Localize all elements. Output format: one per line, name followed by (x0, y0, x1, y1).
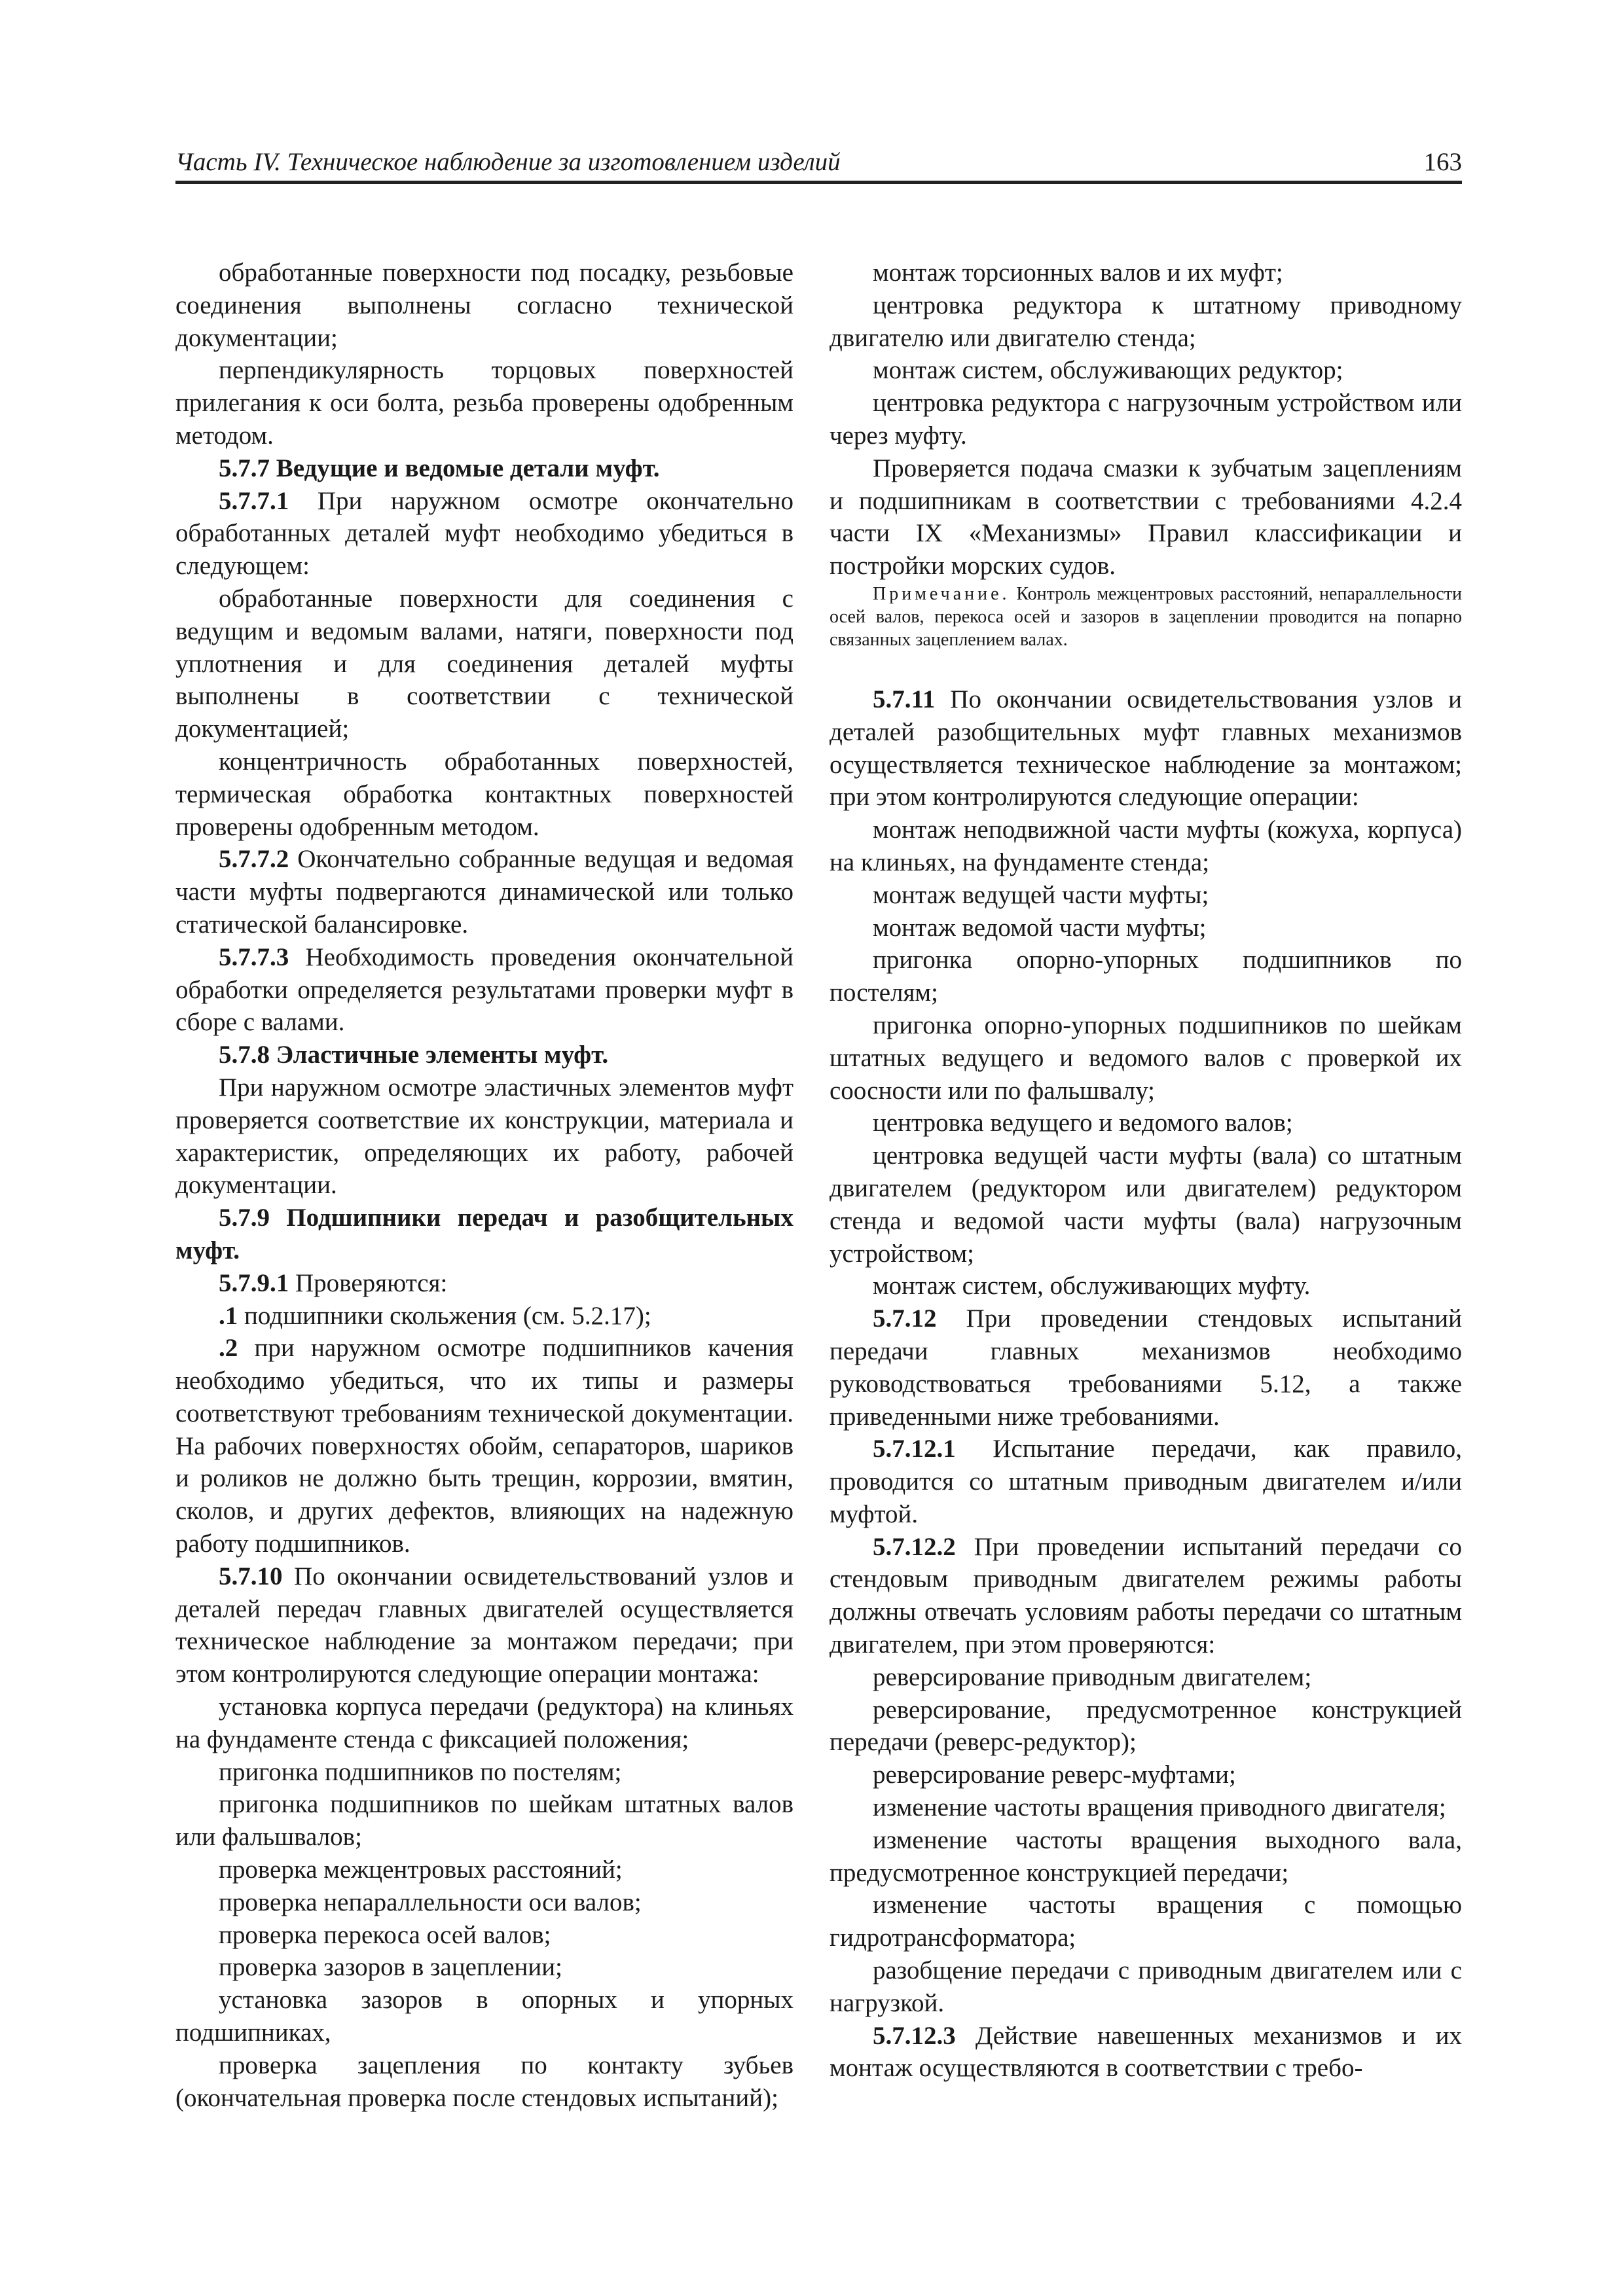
paragraph-text: Действие навешенных механизмов и их монтаж осуществляются в соответствии с требо- (830, 2021, 1462, 2083)
paragraph-text: монтаж торсионных валов и их муфт; (873, 259, 1283, 287)
paragraph-text: центровка ведущего и ведомого валов; (873, 1109, 1293, 1138)
paragraph (175, 1039, 793, 1071)
paragraph (830, 354, 1462, 387)
paragraph-text: Проверяются: (289, 1268, 448, 1297)
paragraph (830, 1661, 1462, 1694)
paragraph-text: Испытание передачи, как правило, проводится со штатным приводным двигателем и/или муфтой. (830, 1435, 1462, 1528)
paragraph-text: установка зазоров в опорных и упорных подшипниках, (175, 1986, 793, 2047)
right-column (830, 257, 1462, 2085)
paragraph (830, 1889, 1462, 1954)
paragraph-text: установка корпуса передачи (редуктора) на клиньях на фундаменте стенда с фиксацией положения; (175, 1693, 793, 1753)
paragraph (830, 1009, 1462, 1107)
section-number: .1 (219, 1301, 238, 1330)
paragraph-text: По окончании освидетельствований узлов и деталей передач главных двигателей осуществляется техническое наблюдение за монтажом передачи; при этом контролируются следующие операции монтажа: (175, 1562, 793, 1689)
paragraph (830, 912, 1462, 944)
paragraph (830, 2020, 1462, 2085)
paragraph-text: изменение частоты вращения с помощью гидротрансформатора; (830, 1891, 1462, 1952)
paragraph (175, 1788, 793, 1854)
paragraph-text: проверка межцентровых расстояний; (219, 1856, 623, 1884)
note-text: Контроль межцентровых расстояний, непараллельности осей валов, перекоса осей и зазоров в зацеплении проводится на попарно связанных зацеплением валах. (830, 583, 1462, 650)
paragraph (830, 1954, 1462, 2020)
paragraph-text: изменение частоты вращения приводного двигателя; (873, 1793, 1446, 1822)
paragraph (175, 257, 793, 354)
paragraph (830, 1433, 1462, 1530)
paragraph (830, 814, 1462, 879)
section-number: 5.7.9.1 (219, 1268, 289, 1297)
paragraph (175, 2049, 793, 2115)
paragraph (175, 1951, 793, 1984)
paragraph-text: пригонка опорно-упорных подшипников по шейкам штатных ведущего и ведомого валов с проверкой их соосности или по фальшвалу; (830, 1011, 1462, 1105)
paragraph (175, 1886, 793, 1919)
paragraph (175, 354, 793, 452)
paragraph-text: изменение частоты вращения выходного вала, предусмотренное конструкцией передачи; (830, 1825, 1462, 1887)
paragraph-text: реверсирование реверс-муфтами; (873, 1761, 1236, 1789)
paragraph (175, 1919, 793, 1952)
paragraph-text: Проверяется подача смазки к зубчатым зацеплениям и подшипникам в соответствии с требованиями 4.2.4 части IX «Механизмы» Правил классификации и постройки морских судов. (830, 454, 1462, 581)
running-header (175, 145, 1462, 184)
paragraph-text: реверсирование, предусмотренное конструкцией передачи (реверс-редуктор); (830, 1695, 1462, 1757)
paragraph (830, 387, 1462, 452)
paragraph (175, 1560, 793, 1691)
paragraph (175, 941, 793, 1039)
note-label: Примечание. (873, 583, 1010, 604)
section-number: 5.7.7.1 (219, 486, 289, 515)
paragraph-text: монтаж систем, обслуживающих муфту. (873, 1272, 1311, 1300)
paragraph-text: монтаж ведомой части муфты; (873, 913, 1207, 942)
paragraph (830, 944, 1462, 1009)
section-number: 5.7.12 (873, 1304, 937, 1333)
section-number: 5.7.9 Подшипники передач и разобщительных муфт. (175, 1204, 793, 1265)
paragraph (175, 583, 793, 745)
paragraph-text: подшипники скольжения (см. 5.2.17); (238, 1301, 651, 1330)
paragraph (830, 1531, 1462, 1661)
paragraph (830, 1791, 1462, 1824)
paragraph-text: пригонка опорно-упорных подшипников по постелям; (830, 946, 1462, 1007)
section-number: .2 (219, 1334, 238, 1363)
paragraph-text: обработанные поверхности для соединения с ведущим и ведомым валами, натяги, поверхности под уплотнения и для соединения деталей муфты выполнены в соответствии с технической документацией; (175, 584, 793, 744)
paragraph-text: центровка редуктора к штатному приводному двигателю или двигателю стенда; (830, 291, 1462, 352)
paragraph (175, 1984, 793, 2049)
section-number: 5.7.12.2 (873, 1532, 956, 1561)
page-number: 163 (1423, 148, 1462, 176)
paragraph (175, 1332, 793, 1560)
section-number: 5.7.12.1 (873, 1435, 956, 1463)
header-title: Часть IV. Техническое наблюдение за изготовлением изделий (175, 148, 841, 176)
paragraph-text: При проведении испытаний передачи со стендовым приводным двигателем режимы работы должны отвечать условиям работы передачи со штатным двигателем, при этом проверяются: (830, 1532, 1462, 1659)
left-paragraph-list (175, 257, 793, 2114)
paragraph (175, 1300, 793, 1333)
paragraph (175, 1691, 793, 1756)
paragraph-text: При проведении стендовых испытаний передачи главных механизмов необходимо руководствоваться требованиями 5.12, а также приведенными ниже требованиями. (830, 1304, 1462, 1431)
paragraph (175, 485, 793, 583)
paragraph (175, 1267, 793, 1300)
paragraph (830, 1759, 1462, 1791)
section-number: 5.7.11 (873, 685, 936, 713)
paragraph (830, 257, 1462, 289)
paragraph (175, 1202, 793, 1267)
paragraph (175, 1756, 793, 1789)
paragraph-text: По окончании освидетельствования узлов и деталей разобщительных муфт главных механизмов осуществляется техническое наблюдение за монтажом; при этом контролируются следующие операции: (830, 685, 1462, 812)
section-number: 5.7.7.2 (219, 845, 289, 874)
left-column (175, 257, 793, 2114)
paragraph-text: проверка перекоса осей валов; (219, 1920, 551, 1949)
paragraph-text: концентричность обработанных поверхностей, термическая обработка контактных поверхностей проверены одобренным методом. (175, 747, 793, 841)
section-number: 5.7.8 Эластичные элементы муфт. (219, 1041, 609, 1069)
paragraph-text: обработанные поверхности под посадку, резьбовые соединения выполнены согласно технической документации; (175, 259, 793, 352)
right-paragraph-list-top (830, 257, 1462, 583)
paragraph (175, 1854, 793, 1886)
paragraph (175, 843, 793, 941)
paragraph-text: при наружном осмотре подшипников качения необходимо убедиться, что их типы и размеры соответствуют требованиям технической документации. На рабочих поверхностях обойм, сепараторов, шариков и роликов не должно быть трещин, коррозии, вмятин, сколов, и других дефектов, влияющих на надежную работу подшипников. (175, 1334, 793, 1558)
paragraph (830, 1139, 1462, 1270)
paragraph-text: проверка зазоров в зацеплении; (219, 1953, 562, 1982)
section-number: 5.7.7.3 (219, 942, 289, 971)
paragraph (830, 879, 1462, 912)
spacer (830, 651, 1462, 683)
paragraph-text: реверсирование приводным двигателем; (873, 1662, 1312, 1691)
paragraph-text: проверка непараллельности оси валов; (219, 1888, 642, 1916)
paragraph (830, 1107, 1462, 1139)
paragraph (830, 289, 1462, 355)
paragraph (830, 1302, 1462, 1433)
paragraph-text: При наружном осмотре эластичных элементов муфт проверяется соответствие их конструкции, материала и характеристик, определяющих их работу, рабочей документации. (175, 1073, 793, 1200)
paragraph-text: монтаж ведущей части муфты; (873, 880, 1209, 909)
paragraph (175, 452, 793, 485)
paragraph (175, 1071, 793, 1202)
section-number: 5.7.10 (219, 1562, 283, 1590)
paragraph (830, 1824, 1462, 1890)
paragraph-text: монтаж неподвижной части муфты (кожуха, корпуса) на клиньях, на фундаменте стенда; (830, 816, 1462, 876)
paragraph (830, 452, 1462, 583)
paragraph-text: Необходимость проведения окончательной обработки определяется результатами проверки муфт в сборе с валами. (175, 942, 793, 1037)
paragraph-text: монтаж систем, обслуживающих редуктор; (873, 356, 1343, 385)
paragraph-text: перпендикулярность торцовых поверхностей прилегания к оси болта, резьба проверены одобренным методом. (175, 356, 793, 450)
paragraph-text: разобщение передачи с приводным двигателем или с нагрузкой. (830, 1956, 1462, 2017)
paragraph (830, 683, 1462, 814)
paragraph-text: При наружном осмотре окончательно обработанных деталей муфт необходимо убедиться в следующем: (175, 486, 793, 581)
section-number: 5.7.7 Ведущие и ведомые детали муфт. (219, 454, 660, 482)
paragraph-text: пригонка подшипников по постелям; (219, 1757, 622, 1786)
paragraph-text: центровка ведущей части муфты (вала) со штатным двигателем (редуктором или двигателем) редуктором стенда и ведомой части муфты (вала) нагрузочным устройством; (830, 1141, 1462, 1268)
right-paragraph-list-bottom (830, 683, 1462, 2085)
section-number: 5.7.12.3 (873, 2021, 956, 2050)
paragraph-text: Окончательно собранные ведущая и ведомая части муфты подвергаются динамической или только статической балансировке. (175, 845, 793, 939)
paragraph (830, 1270, 1462, 1302)
paragraph-text: пригонка подшипников по шейкам штатных валов или фальшвалов; (175, 1790, 793, 1852)
paragraph-text: проверка зацепления по контакту зубьев (окончательная проверка после стендовых испытаний); (175, 2051, 793, 2112)
paragraph (175, 745, 793, 843)
paragraph-text: центровка редуктора с нагрузочным устройством или через муфту. (830, 389, 1462, 450)
note (830, 583, 1462, 651)
paragraph (830, 1694, 1462, 1759)
